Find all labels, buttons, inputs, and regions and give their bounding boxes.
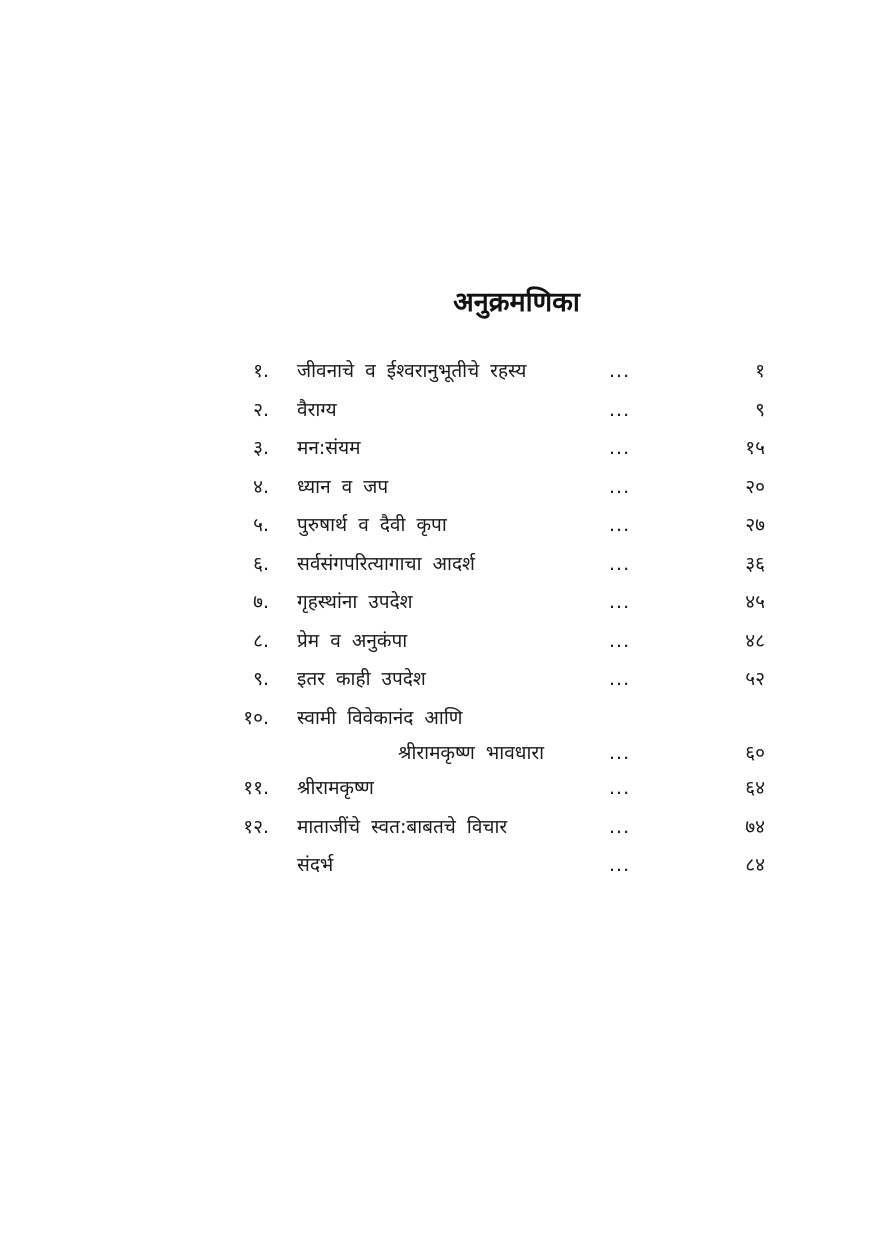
toc-entry bbox=[0, 391, 875, 430]
toc-entry bbox=[0, 622, 875, 661]
toc-entry bbox=[0, 769, 875, 808]
entry-page-number: ९ bbox=[755, 398, 765, 421]
entry-number: १०. bbox=[243, 706, 269, 729]
toc-entry-continuation bbox=[0, 737, 875, 769]
entry-page-number: ७४ bbox=[745, 815, 765, 838]
entry-title: इतर काही उपदेश bbox=[297, 668, 426, 690]
entry-number: २. bbox=[253, 398, 269, 421]
entry-page-number: २० bbox=[745, 475, 765, 498]
entry-page-number: १५ bbox=[745, 437, 765, 459]
table-of-contents bbox=[0, 352, 875, 885]
toc-entry bbox=[0, 352, 875, 391]
entry-page-number: ५२ bbox=[745, 668, 765, 690]
entry-title: श्रीरामकृष्ण bbox=[297, 777, 374, 799]
entry-leader: ... bbox=[609, 815, 631, 838]
entry-leader: ... bbox=[609, 475, 631, 498]
entry-leader: ... bbox=[609, 437, 631, 459]
entry-leader: ... bbox=[609, 854, 631, 876]
entry-number: ७. bbox=[253, 591, 269, 613]
toc-entry bbox=[0, 506, 875, 545]
entry-leader: ... bbox=[609, 360, 631, 382]
entry-number: ८. bbox=[253, 629, 269, 652]
entry-title: सर्वसंगपरित्यागाचा आदर्श bbox=[297, 552, 475, 575]
entry-number: ५. bbox=[253, 514, 269, 536]
entry-leader: ... bbox=[609, 514, 631, 536]
entry-title: ध्यान व जप bbox=[297, 475, 389, 498]
entry-page-number: ६४ bbox=[745, 777, 765, 799]
entry-title: जीवनाचे व ईश्वरानुभूतीचे रहस्य bbox=[297, 360, 527, 382]
entry-title: वैराग्य bbox=[297, 398, 337, 421]
entry-title: स्वामी विवेकानंद आणि bbox=[297, 706, 463, 729]
entry-number: ३. bbox=[253, 437, 269, 459]
toc-entry bbox=[0, 583, 875, 622]
toc-entry bbox=[0, 808, 875, 847]
entry-leader: ... bbox=[609, 668, 631, 690]
entry-leader: ... bbox=[609, 629, 631, 652]
toc-entry bbox=[0, 660, 875, 699]
page-title: अनुक्रमणिका bbox=[453, 287, 580, 318]
entry-number: १२. bbox=[243, 815, 269, 838]
entry-title-continued: श्रीरामकृष्ण भावधारा bbox=[398, 742, 545, 764]
entry-leader: ... bbox=[609, 398, 631, 421]
entry-page-number: ४८ bbox=[745, 629, 765, 652]
entry-number: ९. bbox=[253, 668, 269, 690]
toc-entry bbox=[0, 846, 875, 885]
entry-title: गृहस्थांना उपदेश bbox=[297, 591, 413, 613]
entry-leader: ... bbox=[609, 742, 631, 764]
entry-title: संदर्भ bbox=[297, 854, 334, 876]
entry-title: मन:संयम bbox=[297, 437, 361, 459]
entry-title: प्रेम व अनुकंपा bbox=[297, 629, 408, 652]
entry-page-number: ६० bbox=[745, 742, 765, 764]
entry-leader: ... bbox=[609, 552, 631, 575]
entry-page-number: १ bbox=[755, 360, 765, 382]
entry-title: पुरुषार्थ व दैवी कृपा bbox=[297, 514, 447, 536]
entry-number: १. bbox=[253, 360, 269, 382]
entry-leader: ... bbox=[609, 777, 631, 799]
entry-leader: ... bbox=[609, 591, 631, 613]
toc-entry bbox=[0, 699, 875, 738]
toc-entry bbox=[0, 545, 875, 584]
entry-title: माताजींचे स्वत:बाबतचे विचार bbox=[297, 815, 508, 838]
entry-page-number: २७ bbox=[745, 514, 765, 536]
entry-page-number: ३६ bbox=[745, 552, 765, 575]
entry-number: ४. bbox=[253, 475, 269, 498]
entry-page-number: ८४ bbox=[745, 854, 765, 876]
entry-page-number: ४५ bbox=[745, 591, 765, 613]
entry-number: ६. bbox=[253, 552, 269, 575]
toc-entry bbox=[0, 429, 875, 468]
entry-number: ११. bbox=[243, 777, 269, 799]
toc-entry bbox=[0, 468, 875, 507]
